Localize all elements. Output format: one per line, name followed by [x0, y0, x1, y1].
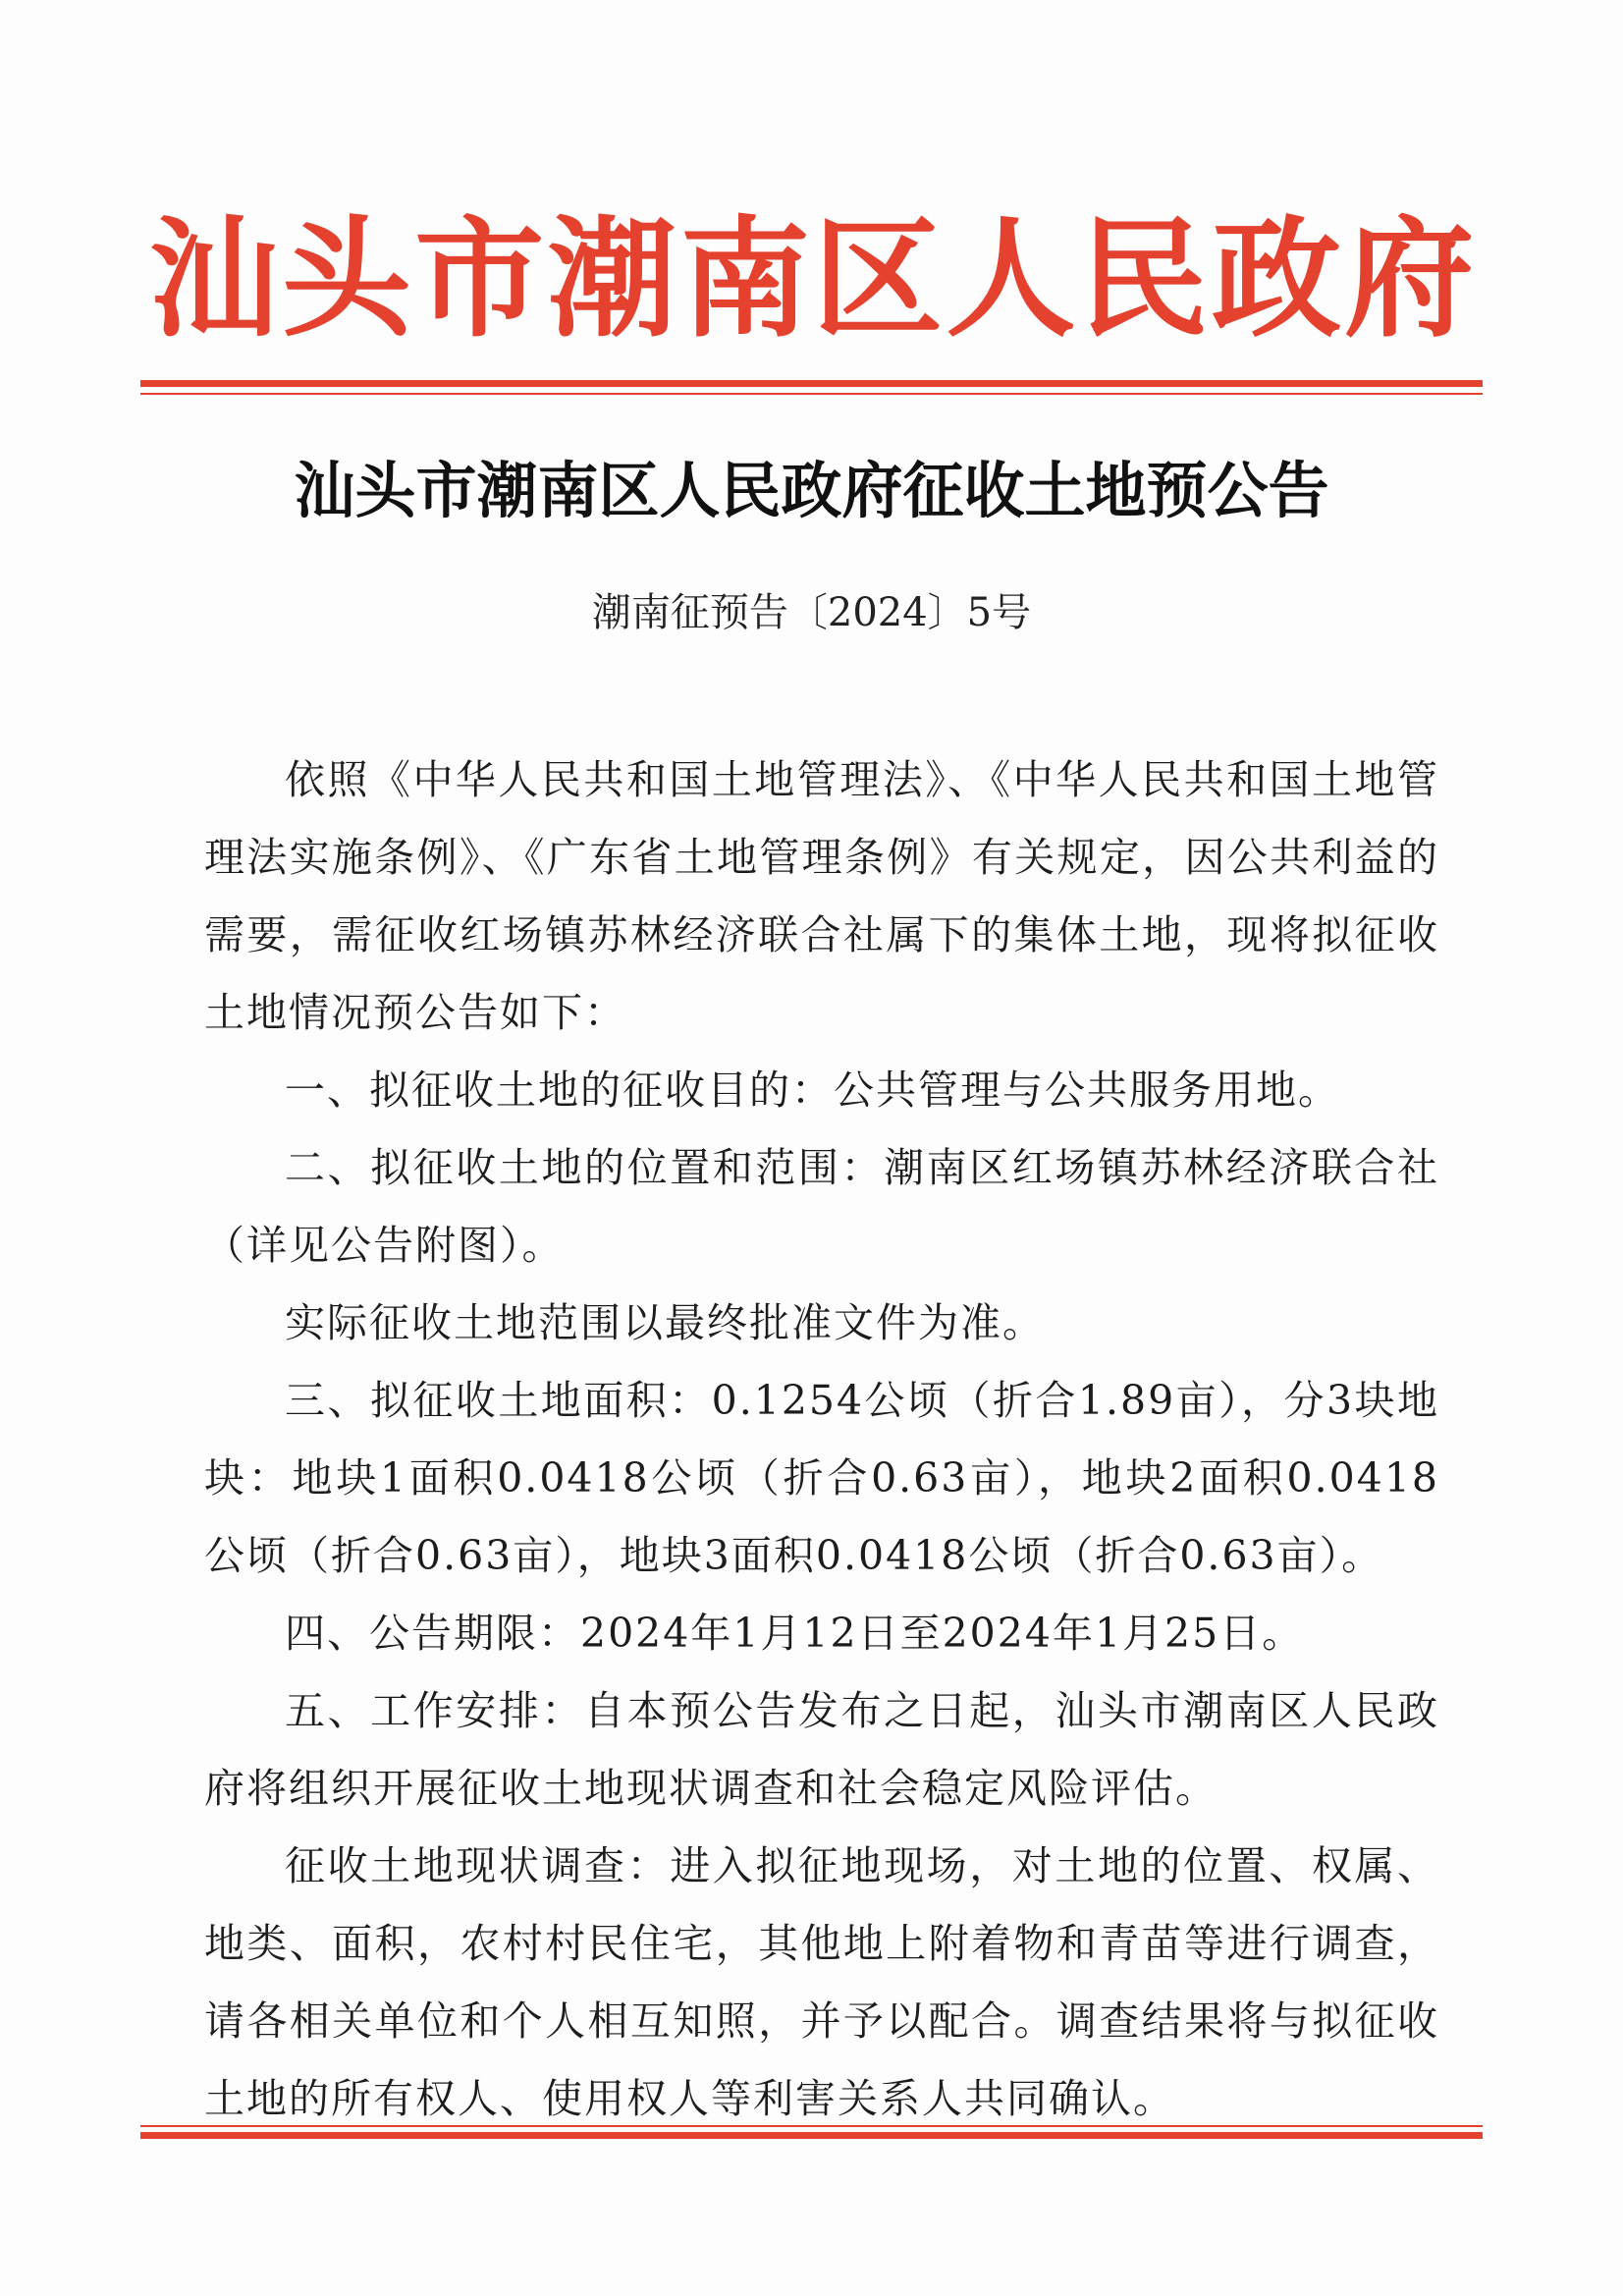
masthead-char: 府 — [1344, 204, 1475, 355]
body-paragraph: 五、工作安排：自本预公告发布之日起，汕头市潮南区人民政府将组织开展征收土地现状调查和社会稳定风险评估。 — [204, 1687, 1439, 1812]
body-paragraph: 一、拟征收土地的征收目的：公共管理与公共服务用地。 — [285, 1066, 1340, 1114]
masthead-char: 汕 — [148, 204, 279, 355]
masthead-char: 民 — [1078, 204, 1209, 355]
footer-divider-thin — [140, 2125, 1483, 2127]
masthead-char: 头 — [281, 204, 411, 355]
footer-divider-thick — [140, 2132, 1483, 2139]
masthead-char: 区 — [813, 204, 944, 355]
body-paragraph: 二、拟征收土地的位置和范围：潮南区红场镇苏林经济联合社（详见公告附图）。 — [204, 1144, 1439, 1269]
masthead-divider-thin — [140, 393, 1483, 395]
masthead-char: 市 — [414, 204, 545, 355]
masthead-char: 人 — [946, 204, 1076, 355]
document-number: 潮南征预告〔2024〕5号 — [591, 590, 1032, 635]
masthead-divider-thick — [140, 380, 1483, 387]
body-paragraph: 三、拟征收土地面积：0.1254公顷（折合1.89亩），分3块地块：地块1面积0.0418公顷（折合0.63亩），地块2面积0.0418公顷（折合0.63亩），地块3面积0.0418公顷（折合0.63亩）。 — [204, 1377, 1439, 1579]
body-paragraph: 征收土地现状调查：进入拟征地现场，对土地的位置、权属、地类、面积，农村村民住宅，其他地上附着物和青苗等进行调查，请各相关单位和个人相互知照，并予以配合。调查结果将与拟征收土地的所有权人、使用权人等利害关系人共同确认。 — [204, 1842, 1439, 2122]
body-paragraph: 四、公告期限：2024年1月12日至2024年1月25日。 — [285, 1610, 1305, 1657]
body-paragraph: 依照《中华人民共和国土地管理法》、《中华人民共和国土地管理法实施条例》、《广东省土地管理条例》有关规定，因公共利益的需要，需征收红场镇苏林经济联合社属下的集体土地，现将拟征收土地情况预公告如下： — [204, 756, 1439, 1036]
document-title: 汕头市潮南区人民政府征收土地预公告 — [294, 455, 1329, 526]
masthead-char: 政 — [1212, 204, 1342, 355]
masthead-char: 南 — [679, 204, 810, 355]
masthead-title — [147, 201, 1476, 358]
masthead-char: 潮 — [547, 204, 677, 355]
body-paragraph: 实际征收土地范围以最终批准文件为准。 — [285, 1299, 1045, 1346]
document-body — [204, 741, 1439, 2138]
